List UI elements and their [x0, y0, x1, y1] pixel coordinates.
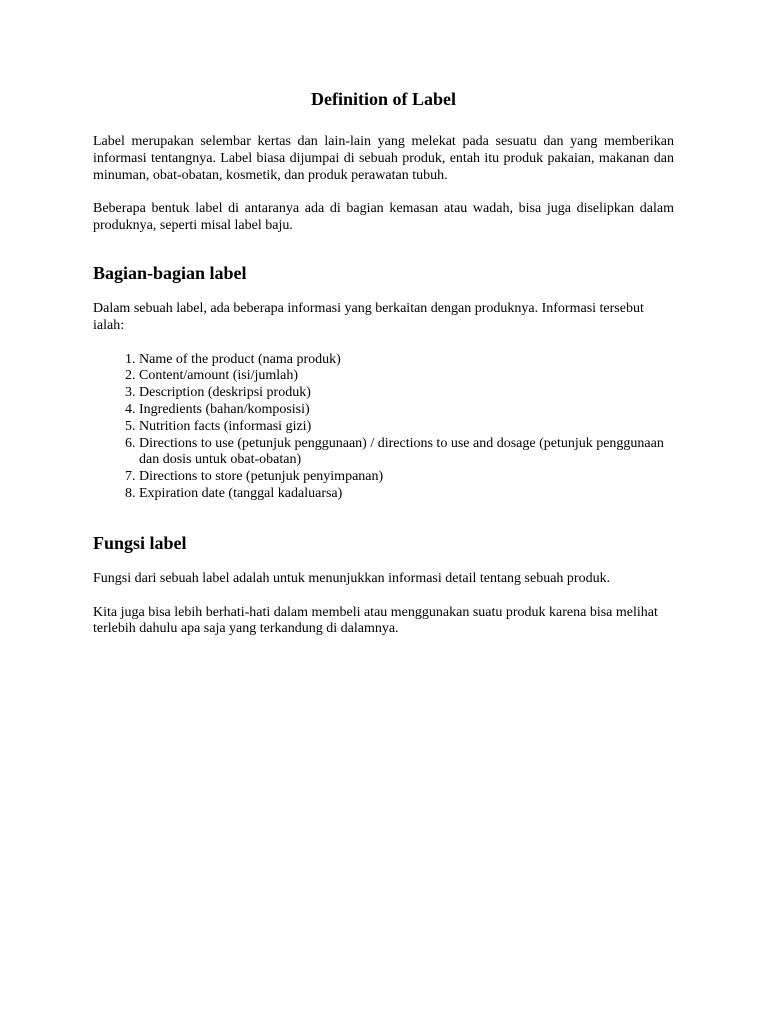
list-item: 8. Expiration date (tanggal kadaluarsa)	[139, 486, 674, 503]
document-title: Definition of Label	[310, 89, 456, 109]
label-parts-list	[93, 352, 674, 503]
list-item: 3. Description (deskripsi produk)	[139, 385, 674, 402]
list-item: 5. Nutrition facts (informasi gizi)	[139, 419, 674, 436]
list-item: 7. Directions to store (petunjuk penyimpanan)	[139, 469, 674, 486]
list-item: 2. Content/amount (isi/jumlah)	[139, 368, 674, 385]
intro-paragraph-2: Beberapa bentuk label di antaranya ada di bagian kemasan atau wadah, bisa juga diselipkan dalam produknya, seperti misal label baju.	[93, 201, 674, 234]
intro-paragraph-1: Label merupakan selembar kertas dan lain-lain yang melekat pada sesuatu dan yang memberikan informasi tentangnya. Label biasa dijumpai di sebuah produk, entah itu produk pakaian, makanan dan minuman, obat-obatan, kosmetik, dan produk perawatan tubuh.	[93, 134, 674, 183]
document-page	[93, 88, 674, 655]
section-heading-parts: Bagian-bagian label	[93, 262, 247, 283]
section-parts-intro: Dalam sebuah label, ada beberapa informasi yang berkaitan dengan produknya. Informasi tersebut ialah:	[93, 300, 644, 333]
list-item: 4. Ingredients (bahan/komposisi)	[139, 402, 674, 419]
function-paragraph-2: Kita juga bisa lebih berhati-hati dalam membeli atau menggunakan suatu produk karena bisa melihat terlebih dahulu apa saja yang terkandung di dalamnya.	[93, 604, 658, 637]
list-item: 1. Name of the product (nama produk)	[139, 352, 674, 369]
list-item: 6. Directions to use (petunjuk penggunaan) / directions to use and dosage (petunjuk penggunaan dan dosis untuk obat-obatan)	[139, 436, 674, 470]
function-paragraph-1: Fungsi dari sebuah label adalah untuk menunjukkan informasi detail tentang sebuah produk.	[93, 570, 611, 586]
section-heading-function: Fungsi label	[93, 532, 187, 553]
